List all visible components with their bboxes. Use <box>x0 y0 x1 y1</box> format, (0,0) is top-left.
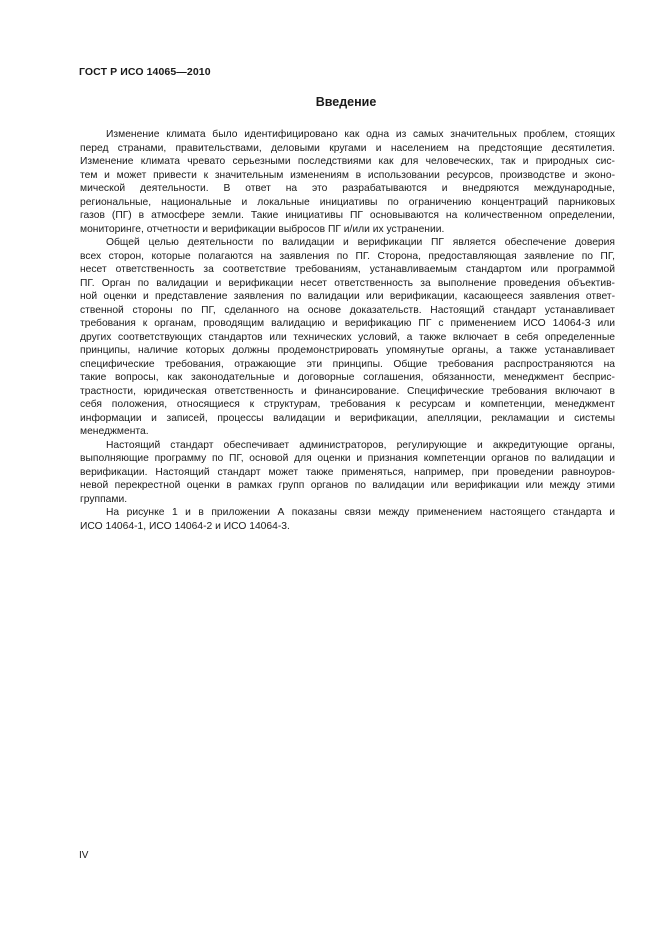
page-number: IV <box>79 850 89 861</box>
paragraph-line: ИСО 14064-1, ИСО 14064-2 и ИСО 14064-3. <box>80 520 290 532</box>
paragraph-line: такие вопросы, как законодательные и договорные соглашения, обязанности, менеджмент бесприс- <box>80 372 615 383</box>
paragraph-line: требования к органам, проводящим валидацию и верификацию ПГ с применением ИСО 14064-3 или <box>80 318 615 329</box>
paragraph-line: верификации. Настоящий стандарт может также применяться, например, при проведении равноуров- <box>80 466 615 478</box>
paragraph-line: информации и записей, процессы валидации и верификации, апелляции, рекламации и системы <box>80 412 615 424</box>
paragraph-line: перед странами, правительствами, деловыми кругами и населением на предстоящие десятилетия. <box>80 142 615 154</box>
paragraph-line: себя положения, относящиеся к структурам, требования к ресурсам и компетенции, менеджмент <box>80 399 615 410</box>
paragraph-line: группами. <box>80 493 128 505</box>
paragraph <box>80 236 615 439</box>
paragraph-line: специфические требования, отражающие эти принципы. Общие требования распространяются на <box>80 358 615 370</box>
paragraph-line: ной оценки и представление заявления по валидации или верификации, касающееся заявления ответ- <box>80 291 615 302</box>
paragraph-line: газов (ПГ) в атмосфере земли. Такие инициативы ПГ основываются на количественном определении, <box>80 210 615 221</box>
paragraph-line: принципы, наличие которых должны продемонстрировать упомянутые органы, а также устанавливает <box>80 345 615 356</box>
paragraph-line: мониторинге, отчетности и верификации выбросов ПГ и/или их устранении. <box>80 223 445 235</box>
paragraph <box>80 439 615 507</box>
paragraph-line: менеджмента. <box>80 426 149 437</box>
paragraph-line: ПГ. Орган по валидации и верификации несет ответственность за выполнение проведения объектив- <box>80 277 615 289</box>
paragraph-line: невой перекрестной оценки в рамках групп органов по валидации или верификации или между этими <box>80 480 615 491</box>
paragraph-line: Изменение климата чревато серьезными последствиями как для человеческих, так и природных сис- <box>80 156 615 167</box>
section-title: Введение <box>315 95 377 109</box>
paragraph-line: региональные, национальные и локальные инициативы по ограничению концентраций парниковых <box>80 196 615 208</box>
paragraph <box>80 506 615 533</box>
document-standard-id: ГОСТ Р ИСО 14065—2010 <box>79 66 211 78</box>
paragraph-line: других соответствующих стандартов или технических условий, а также включает в себя определенные <box>80 331 615 343</box>
paragraph-line: мической деятельности. В ответ на это разрабатываются и внедряются международные, <box>80 183 615 194</box>
paragraph-line: На рисунке 1 и в приложении А показаны связи между применением настоящего стандарта и <box>106 507 615 518</box>
introduction-body <box>80 128 615 533</box>
paragraph-line: Изменение климата было идентифицировано как одна из самых значительных проблем, стоящих <box>106 129 615 140</box>
paragraph-line: всех сторон, которые полагаются на заявления по ПГ. Сторона, предоставляющая заявление по ПГ, <box>80 250 615 262</box>
paragraph-line: Общей целью деятельности по валидации и верификации ПГ является обеспечение доверия <box>106 237 615 248</box>
paragraph-line: несет ответственность за соответствие требованиям, устанавливаемым стандартом или программой <box>80 264 615 275</box>
paragraph-line: трастности, юридическая ответственность и финансирование. Специфические требования включают в <box>80 385 615 397</box>
paragraph-line: Настоящий стандарт обеспечивает администраторов, регулирующие и аккредитующие органы, <box>106 439 615 451</box>
paragraph-line: тем и может привести к значительным изменениям в использовании ресурсов, производстве и эконо- <box>80 169 615 181</box>
paragraph-line: ственной стороны по ПГ, сделанного на основе доказательств. Настоящий стандарт устанавливает <box>80 304 615 316</box>
paragraph-line: выполняющие программу по ПГ, основой для оценки и признания компетенции органов по валидации и <box>80 453 615 464</box>
paragraph <box>80 128 615 236</box>
